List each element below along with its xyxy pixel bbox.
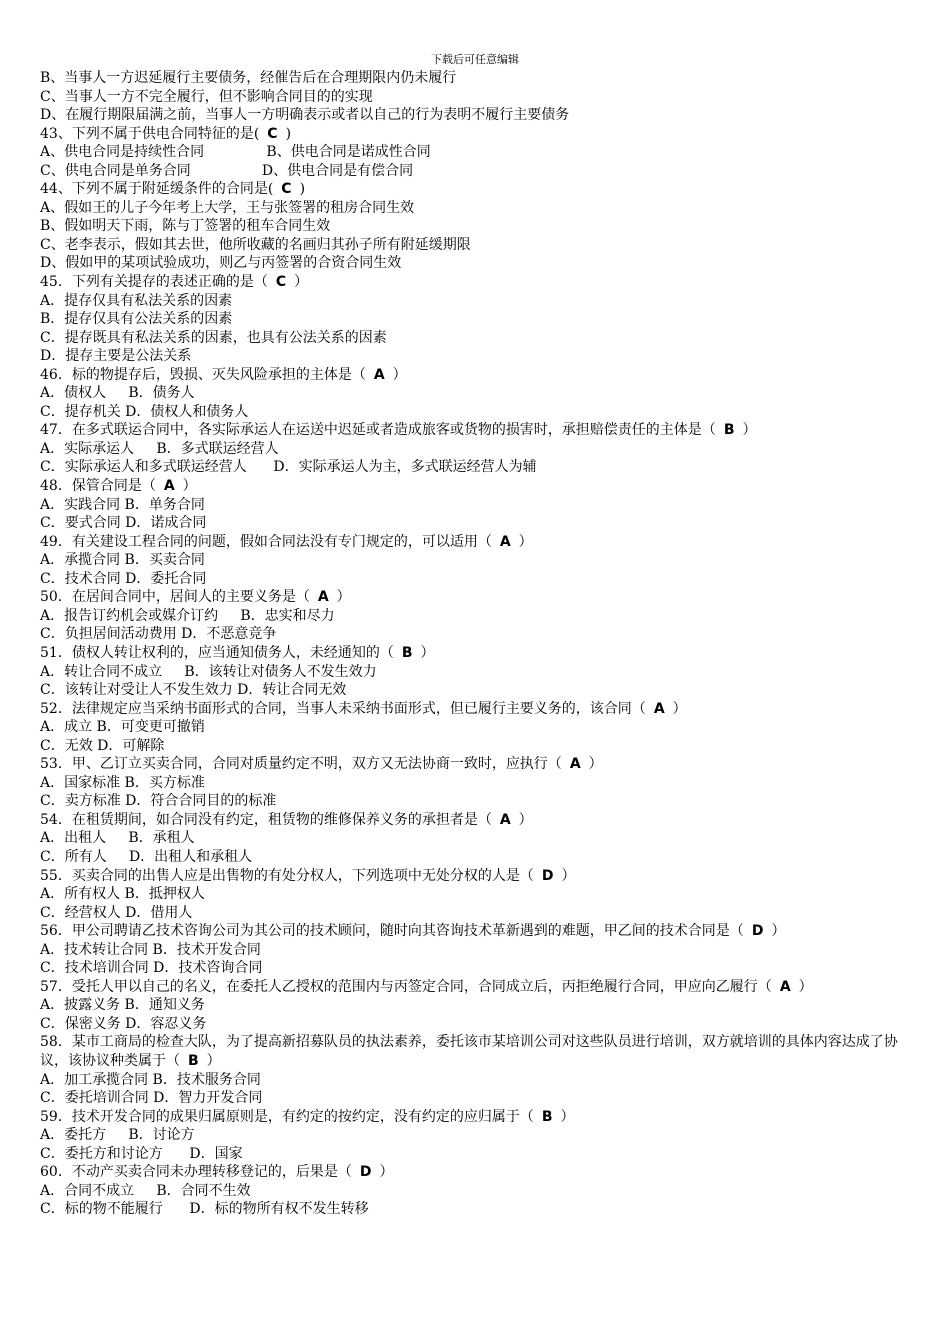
closing-paren: ） xyxy=(742,422,757,439)
closing-paren: ） xyxy=(379,1164,394,1181)
text-line xyxy=(40,217,920,236)
line-text: B、假如明天下雨，陈与丁签署的租车合同生效 xyxy=(40,218,331,235)
closing-paren: ） xyxy=(518,811,533,828)
closing-paren: ） xyxy=(771,923,786,940)
line-text: 56．甲公司聘请乙技术咨询公司为其公司的技术顾问，随时向其咨询技术革新遇到的难题，甲乙间的技术合同是（ xyxy=(40,923,744,940)
line-text: A．提存仅具有私法关系的因素 xyxy=(40,292,233,309)
answer-key: A xyxy=(779,978,791,995)
line-text: 43、下列不属于供电合同特征的是( xyxy=(40,125,260,142)
line-text: A、假如王的儿子今年考上大学，王与张签署的租房合同生效 xyxy=(40,199,415,216)
text-line xyxy=(40,996,920,1015)
closing-paren: ) xyxy=(299,181,306,198)
line-text: 47．在多式联运合同中，各实际承运人在运送中迟延或者造成旅客或货物的损害时，承担赔偿责任的主体是（ xyxy=(40,422,716,439)
line-text: A．出租人 B．承租人 xyxy=(40,830,195,847)
text-line xyxy=(40,310,920,329)
text-line xyxy=(40,663,920,682)
text-line xyxy=(40,1126,920,1145)
text-line xyxy=(40,829,920,848)
line-text: A．成立 B．可变更可撤销 xyxy=(40,719,205,736)
answer-key: B xyxy=(188,1052,199,1069)
answer-key: A xyxy=(653,700,665,717)
text-line xyxy=(40,347,920,366)
text-line xyxy=(40,458,920,477)
text-line xyxy=(40,199,920,218)
line-text: 52．法律规定应当采纳书面形式的合同，当事人未采纳书面形式，但已履行主要义务的，该合同（ xyxy=(40,700,646,717)
line-text: 48．保管合同是（ xyxy=(40,478,156,495)
text-line xyxy=(40,88,920,107)
line-text: 58．某市工商局的检查大队，为了提高新招募队员的执法素养，委托该市某培训公司对这些队员进行培训，双方就培训的具体内容达成了协议，该协议种类属于（ xyxy=(40,1034,898,1069)
text-line xyxy=(40,551,920,570)
text-line xyxy=(40,941,920,960)
line-text: 57．受托人甲以自己的名义，在委托人乙授权的范围内与丙签定合同，合同成立后，丙拒绝履行合同，甲应向乙履行（ xyxy=(40,978,772,995)
line-text: C．委托方和讨论方 D．国家 xyxy=(40,1145,243,1162)
line-text: A．委托方 B．讨论方 xyxy=(40,1127,195,1144)
line-text: A．所有权人 B．抵押权人 xyxy=(40,886,205,903)
text-line xyxy=(40,125,920,144)
text-line xyxy=(40,885,920,904)
answer-key: A xyxy=(499,811,511,828)
line-text: 53．甲、乙订立买卖合同，合同对质量约定不明，双方又无法协商一致时，应执行（ xyxy=(40,756,562,773)
line-text: C．所有人 D．出租人和承租人 xyxy=(40,848,253,865)
text-line xyxy=(40,292,920,311)
text-line xyxy=(40,904,920,923)
line-text: C．委托培训合同 D．智力开发合同 xyxy=(40,1090,263,1107)
line-text: A．合同不成立 B．合同不生效 xyxy=(40,1182,251,1199)
text-line xyxy=(40,1163,920,1182)
line-text: 45．下列有关提存的表述正确的是（ xyxy=(40,274,268,291)
closing-paren: ） xyxy=(798,978,813,995)
text-line xyxy=(40,978,920,997)
closing-paren: ） xyxy=(561,867,576,884)
text-line xyxy=(40,254,920,273)
line-text: A．披露义务 B．通知义务 xyxy=(40,997,205,1014)
text-line xyxy=(40,848,920,867)
text-line xyxy=(40,384,920,403)
closing-paren: ） xyxy=(182,478,197,495)
closing-paren: ） xyxy=(672,700,687,717)
text-line xyxy=(40,681,920,700)
text-line xyxy=(40,403,920,422)
line-text: 50．在居间合同中，居间人的主要义务是（ xyxy=(40,589,310,606)
answer-key: A xyxy=(373,366,385,383)
answer-key: D xyxy=(359,1164,372,1181)
line-text: B．提存仅具有公法关系的因素 xyxy=(40,311,233,328)
answer-key: C xyxy=(281,181,292,198)
line-text: C．要式合同 D．诺成合同 xyxy=(40,515,207,532)
text-line xyxy=(40,514,920,533)
closing-paren: ） xyxy=(294,274,309,291)
text-line xyxy=(40,792,920,811)
line-text: C、老李表示，假如其去世，他所收藏的名画归其孙子所有附延缓期限 xyxy=(40,236,471,253)
line-text: 49．有关建设工程合同的问题，假如合同法没有专门规定的，可以适用（ xyxy=(40,533,492,550)
text-line xyxy=(40,180,920,199)
answer-key: B xyxy=(723,422,735,439)
text-line xyxy=(40,143,920,162)
text-line xyxy=(40,922,920,941)
text-line xyxy=(40,1182,920,1201)
line-text: A．实践合同 B．单务合同 xyxy=(40,496,205,513)
text-line xyxy=(40,69,920,88)
line-text: C．经营权人 D．借用人 xyxy=(40,904,193,921)
line-text: A、供电合同是持续性合同 B、供电合同是诺成性合同 xyxy=(40,144,431,161)
line-text: 55．买卖合同的出售人应是出售物的有处分权人，下列选项中无处分权的人是（ xyxy=(40,867,534,884)
line-text: D、假如甲的某项试验成功，则乙与丙签署的合资合同生效 xyxy=(40,255,402,272)
answer-key: D xyxy=(751,923,764,940)
document-body xyxy=(40,69,920,1219)
line-text: C．技术合同 D．委托合同 xyxy=(40,570,207,587)
text-line xyxy=(40,607,920,626)
text-line xyxy=(40,718,920,737)
page-header: 下载后可任意编辑 xyxy=(431,53,519,66)
text-line xyxy=(40,700,920,719)
text-line xyxy=(40,867,920,886)
answer-key: B xyxy=(541,1108,553,1125)
answer-key: D xyxy=(541,867,554,884)
text-line xyxy=(40,329,920,348)
line-text: C．技术培训合同 D．技术咨询合同 xyxy=(40,960,263,977)
line-text: C、供电合同是单务合同 D、供电合同是有偿合同 xyxy=(40,162,414,179)
line-text: C．提存机关 D．债权人和债务人 xyxy=(40,403,249,420)
text-line xyxy=(40,625,920,644)
line-text: C．该转让对受让人不发生效力 D．转让合同无效 xyxy=(40,682,347,699)
line-text: A．加工承揽合同 B．技术服务合同 xyxy=(40,1071,261,1088)
answer-key: A xyxy=(163,478,175,495)
closing-paren: ） xyxy=(420,644,435,661)
line-text: D、在履行期限届满之前，当事人一方明确表示或者以自己的行为表明不履行主要债务 xyxy=(40,107,570,124)
line-text: A．债权人 B．债务人 xyxy=(40,385,195,402)
text-line xyxy=(40,496,920,515)
closing-paren: ） xyxy=(336,589,351,606)
line-text: 60．不动产买卖合同未办理转移登记的，后果是（ xyxy=(40,1164,352,1181)
line-text: 44、下列不属于附延缓条件的合同是( xyxy=(40,181,274,198)
text-line xyxy=(40,1033,920,1070)
line-text: C．卖方标准 D．符合合同目的的标准 xyxy=(40,793,277,810)
line-text: 54．在租赁期间，如合同没有约定，租赁物的维修保养义务的承担者是（ xyxy=(40,811,492,828)
text-line xyxy=(40,1071,920,1090)
text-line xyxy=(40,774,920,793)
closing-paren: ) xyxy=(285,125,292,142)
text-line xyxy=(40,477,920,496)
line-text: A．承揽合同 B．买卖合同 xyxy=(40,552,205,569)
text-line xyxy=(40,533,920,552)
text-line xyxy=(40,644,920,663)
line-text: A．转让合同不成立 B．该转让对债务人不发生效力 xyxy=(40,663,377,680)
line-text: C、当事人一方不完全履行，但不影响合同目的的实现 xyxy=(40,88,373,105)
text-line xyxy=(40,737,920,756)
closing-paren: ） xyxy=(206,1052,221,1069)
closing-paren: ） xyxy=(588,756,603,773)
line-text: A．技术转让合同 B．技术开发合同 xyxy=(40,941,261,958)
line-text: 51．债权人转让权利的，应当通知债务人，未经通知的（ xyxy=(40,644,394,661)
line-text: 46．标的物提存后，毁损、灭失风险承担的主体是（ xyxy=(40,366,366,383)
answer-key: A xyxy=(569,756,581,773)
text-line xyxy=(40,959,920,978)
line-text: A．国家标准 B．买方标准 xyxy=(40,774,205,791)
line-text: B、当事人一方迟延履行主要债务，经催告后在合理期限内仍未履行 xyxy=(40,70,457,86)
answer-key: C xyxy=(275,274,287,291)
text-line xyxy=(40,440,920,459)
line-text: C．标的物不能履行 D．标的物所有权不发生转移 xyxy=(40,1201,369,1218)
line-text: C．实际承运人和多式联运经营人 D．实际承运人为主，多式联运经营人为辅 xyxy=(40,459,537,476)
text-line xyxy=(40,570,920,589)
line-text: A．实际承运人 B．多式联运经营人 xyxy=(40,440,279,457)
answer-key: B xyxy=(401,644,413,661)
line-text: D．提存主要是公法关系 xyxy=(40,348,192,365)
text-line xyxy=(40,421,920,440)
text-line xyxy=(40,1015,920,1034)
line-text: C．保密义务 D．容忍义务 xyxy=(40,1015,207,1032)
text-line xyxy=(40,1145,920,1164)
answer-key: C xyxy=(267,125,278,142)
answer-key: A xyxy=(499,533,511,550)
text-line xyxy=(40,1200,920,1219)
text-line xyxy=(40,106,920,125)
closing-paren: ） xyxy=(518,533,533,550)
text-line xyxy=(40,588,920,607)
text-line xyxy=(40,366,920,385)
closing-paren: ） xyxy=(560,1108,575,1125)
text-line xyxy=(40,811,920,830)
closing-paren: ） xyxy=(392,366,407,383)
text-line xyxy=(40,1089,920,1108)
line-text: C．提存既具有私法关系的因素，也具有公法关系的因素 xyxy=(40,329,387,346)
line-text: C．负担居间活动费用 D．不恶意竞争 xyxy=(40,626,277,643)
line-text: 59．技术开发合同的成果归属原则是，有约定的按约定，没有约定的应归属于（ xyxy=(40,1108,534,1125)
text-line xyxy=(40,236,920,255)
text-line xyxy=(40,755,920,774)
line-text: A．报告订约机会或媒介订约 B．忠实和尽力 xyxy=(40,607,335,624)
line-text: C．无效 D．可解除 xyxy=(40,737,165,754)
text-line xyxy=(40,1108,920,1127)
answer-key: A xyxy=(317,589,329,606)
text-line xyxy=(40,162,920,181)
text-line xyxy=(40,273,920,292)
